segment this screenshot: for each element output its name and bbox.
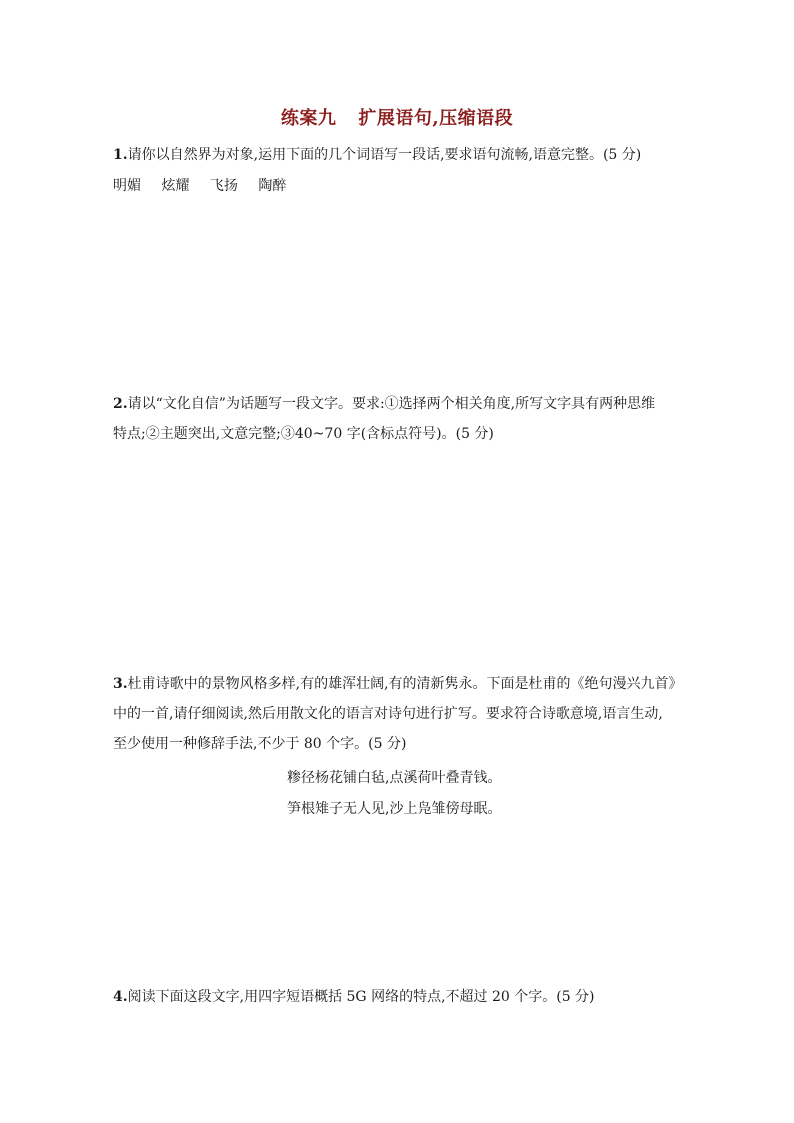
question-1-text: 请你以自然界为对象,运用下面的几个词语写一段话,要求语句流畅,语意完整。(5 分) (127, 147, 642, 163)
title-main: 练案九 (280, 108, 337, 129)
question-2-number: 2. (113, 396, 128, 412)
question-2-text-1: 请以“文化自信”为话题写一段文字。要求:①选择两个相关角度,所写文字具有两种思维 (127, 396, 656, 412)
question-1-word-list (113, 174, 302, 198)
question-3-number: 3. (113, 676, 128, 692)
page-title (0, 104, 794, 130)
question-4-number: 4. (113, 989, 128, 1005)
poem-line-2: 笋根雉子无人见,沙上凫雏傍母眠。 (287, 801, 502, 817)
question-1-number: 1. (113, 147, 128, 163)
word-item: 飞扬 (209, 178, 238, 194)
title-sub: 扩展语句,压缩语段 (358, 108, 514, 129)
word-item: 明媚 (113, 178, 141, 194)
question-1 (113, 140, 693, 170)
question-2-line-2: 特点;②主题突出,文意完整;③40~70 字(含标点符号)。(5 分) (113, 426, 494, 442)
word-item: 陶醉 (258, 178, 287, 194)
question-3-text-1: 杜甫诗歌中的景物风格多样,有的雄浑壮阔,有的清新隽永。下面是杜甫的《绝句漫兴九首》 (127, 676, 683, 692)
question-3-line-2: 中的一首,请仔细阅读,然后用散文化的语言对诗句进行扩写。要求符合诗歌意境,语言生动, (113, 706, 663, 722)
poem-line-1: 糁径杨花铺白毡,点溪荷叶叠青钱。 (287, 770, 502, 786)
question-4-text: 阅读下面这段文字,用四字短语概括 5G 网络的特点,不超过 20 个字。(5 分) (127, 989, 595, 1005)
question-2 (113, 389, 693, 449)
question-3-line-3: 至少使用一种修辞手法,不少于 80 个字。(5 分) (113, 736, 407, 752)
question-2-line-1 (113, 389, 693, 419)
question-3 (113, 669, 693, 759)
word-item: 炫耀 (161, 178, 190, 194)
question-4 (113, 982, 693, 1012)
question-3-line-1 (113, 669, 693, 699)
